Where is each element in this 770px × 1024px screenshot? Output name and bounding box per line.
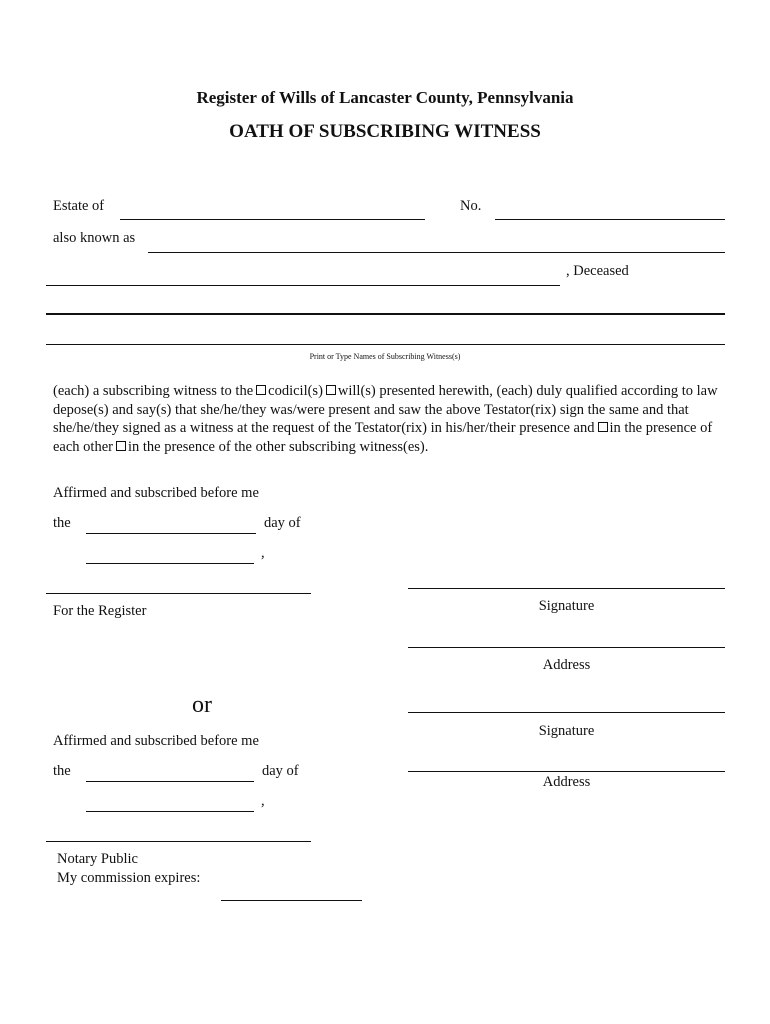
witness-names-line-2[interactable] — [46, 344, 725, 345]
notary-affirmed-label: Affirmed and subscribed before me — [53, 733, 259, 749]
deceased-name-field[interactable] — [46, 285, 560, 286]
witness-names-line-1[interactable] — [46, 313, 725, 315]
notary-month-field[interactable] — [86, 811, 254, 812]
register-signature-line[interactable] — [46, 593, 311, 594]
notary-day-field[interactable] — [86, 781, 254, 782]
register-day-field[interactable] — [86, 533, 256, 534]
witness-names-caption: Print or Type Names of Subscribing Witness(s) — [309, 352, 461, 361]
register-comma: , — [261, 545, 265, 561]
presence-each-other-checkbox[interactable] — [598, 422, 608, 432]
notary-public-label: Notary Public — [57, 851, 138, 867]
oath-paragraph — [53, 382, 723, 456]
register-month-field[interactable] — [86, 563, 254, 564]
witness-1-signature-label: Signature — [538, 598, 595, 614]
or-separator: or — [192, 692, 212, 718]
witness-1-address-label: Address — [542, 657, 591, 673]
notary-signature-line[interactable] — [46, 841, 311, 842]
register-day-of-label: day of — [264, 515, 301, 531]
estate-of-label: Estate of — [53, 198, 105, 214]
presence-other-witness-label: in the presence of the other subscribing witness(es). — [127, 438, 429, 455]
aka-field[interactable] — [148, 252, 725, 253]
notary-comma: , — [261, 793, 265, 809]
paragraph-text-1: (each) a subscribing witness to the — [53, 383, 254, 399]
presence-each-other-label: in the presence of each other — [53, 420, 713, 455]
presence-other-witness-checkbox[interactable] — [116, 441, 126, 451]
register-affirmed-label: Affirmed and subscribed before me — [53, 485, 259, 501]
notary-day-of-label: day of — [262, 763, 299, 779]
witness-1-signature-field[interactable] — [408, 588, 725, 589]
deceased-label: , Deceased — [566, 263, 629, 279]
register-the-label: the — [53, 515, 71, 531]
paragraph-text-2: will(s) presented herewith, (each) duly qualified according to law depose(s) and say(s) that she/he/they was/were present and saw the above Testator(rix) sign the same and that she/he/they signed as a witness at the request of the Testator(rix) in his/her/their presence and — [53, 383, 718, 436]
notary-the-label: the — [53, 763, 71, 779]
witness-1-address-field[interactable] — [408, 647, 725, 648]
register-heading: Register of Wills of Lancaster County, Pennsylvania — [196, 88, 574, 107]
aka-label: also known as — [53, 230, 136, 246]
witness-2-signature-label: Signature — [538, 723, 595, 739]
will-checkbox[interactable] — [326, 385, 336, 395]
commission-expires-field[interactable] — [221, 900, 362, 901]
commission-expires-label: My commission expires: — [57, 870, 201, 886]
estate-name-field[interactable] — [120, 219, 425, 220]
codicil-label: codicil(s) — [268, 383, 323, 399]
file-number-field[interactable] — [495, 219, 725, 220]
form-title: OATH OF SUBSCRIBING WITNESS — [229, 121, 541, 142]
for-register-label: For the Register — [53, 603, 147, 619]
witness-2-address-label: Address — [542, 774, 591, 790]
file-number-label: No. — [460, 198, 482, 214]
witness-2-address-field[interactable] — [408, 771, 725, 772]
codicil-checkbox[interactable] — [256, 385, 266, 395]
witness-2-signature-field[interactable] — [408, 712, 725, 713]
